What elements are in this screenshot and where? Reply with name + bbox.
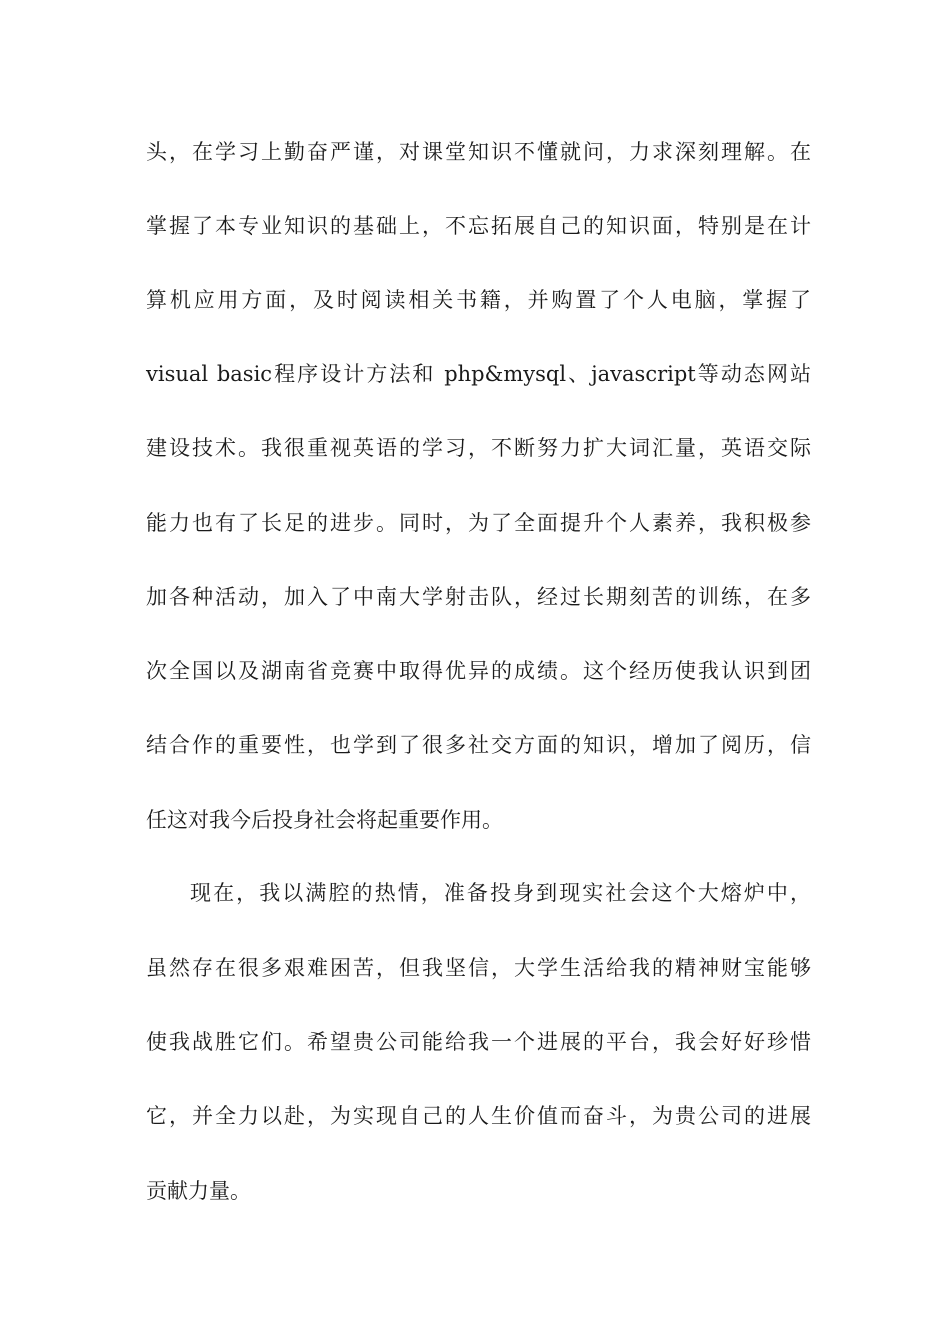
text-line: 头，在学习上勤奋严谨，对课堂知识不懂就问，力求深刻理解。在 — [146, 140, 811, 164]
text-line: 能力也有了长足的进步。同时，为了全面提升个人素养，我积极参 — [146, 511, 811, 535]
text-line: 贡献力量。 — [146, 1179, 251, 1203]
text-line: 它，并全力以赴，为实现自己的人生价值而奋斗，为贵公司的进展 — [146, 1104, 811, 1128]
text-line: 算机应用方面，及时阅读相关书籍，并购置了个人电脑，掌握了 — [146, 288, 811, 312]
text-line: visual basic程序设计方法和 php&mysql、javascript等动态网站 — [146, 362, 811, 386]
text-line: 结合作的重要性，也学到了很多社交方面的知识，增加了阅历，信 — [146, 733, 811, 757]
text-line: 加各种活动，加入了中南大学射击队，经过长期刻苦的训练，在多 — [146, 585, 811, 609]
text-line: 现在，我以满腔的热情，准备投身到现实社会这个大熔炉中， — [190, 881, 811, 905]
text-line: 虽然存在很多艰难困苦，但我坚信，大学生活给我的精神财宝能够 — [146, 956, 811, 980]
text-line: 任这对我今后投身社会将起重要作用。 — [146, 808, 503, 832]
text-line: 掌握了本专业知识的基础上，不忘拓展自己的知识面，特别是在计 — [146, 214, 811, 238]
text-line: 使我战胜它们。希望贵公司能给我一个进展的平台，我会好好珍惜 — [146, 1030, 811, 1054]
text-line: 次全国以及湖南省竞赛中取得优异的成绩。这个经历使我认识到团 — [146, 659, 811, 683]
text-line: 建设技术。我很重视英语的学习，不断努力扩大词汇量，英语交际 — [146, 436, 811, 460]
